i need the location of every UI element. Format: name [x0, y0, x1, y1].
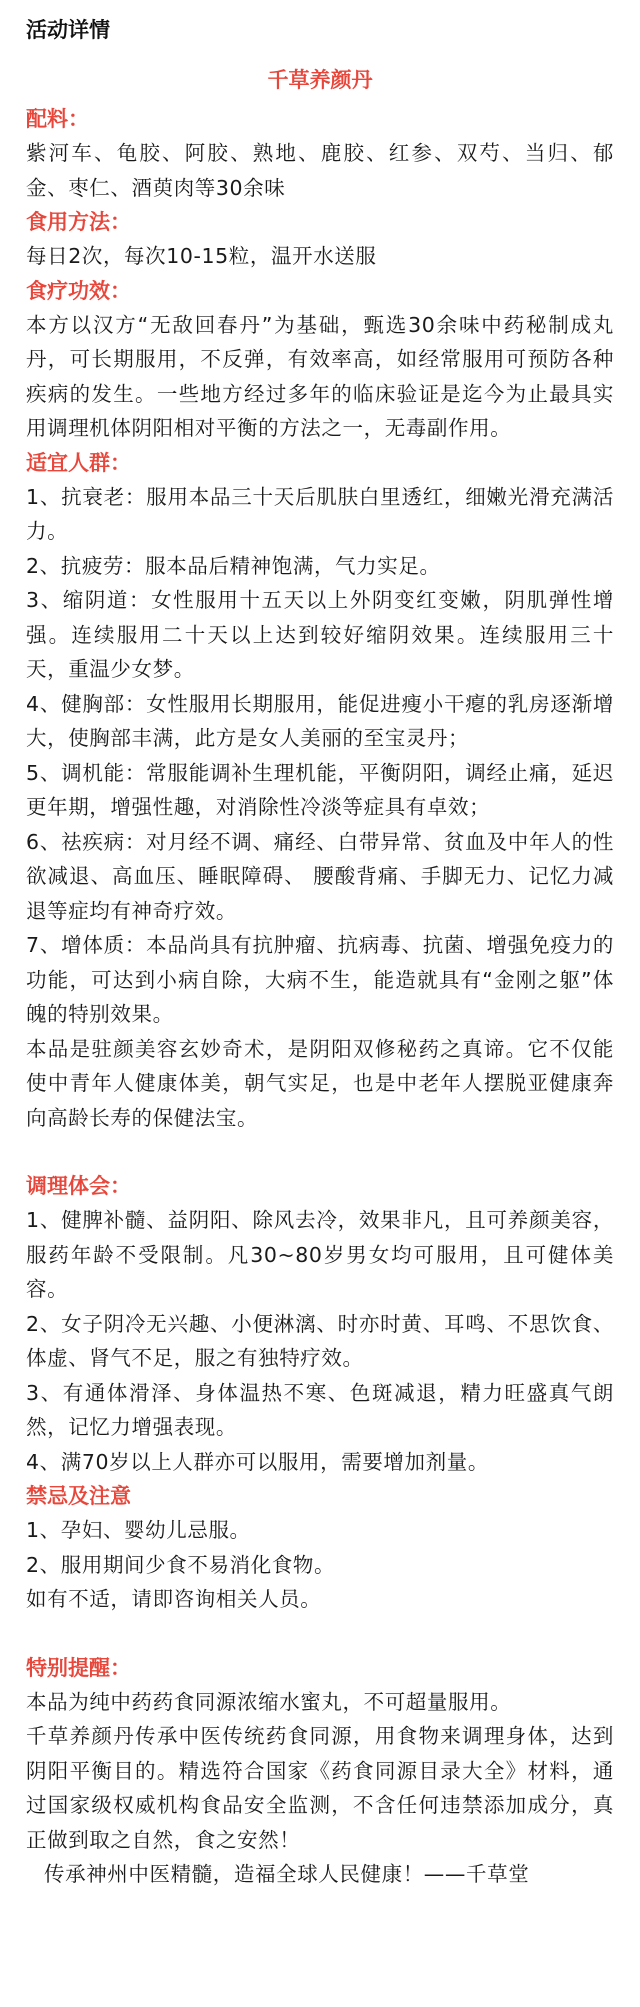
audience-item-4: 4、健胸部：女性服用长期服用，能促进瘦小干瘪的乳房逐渐增大，使胸部丰满，此方是女人美丽的至宝灵丹； [26, 691, 614, 750]
ingredients-text: 紫河车、龟胶、阿胶、熟地、鹿胶、红参、双芍、当归、郁金、枣仁、酒萸肉等30余味 [26, 141, 614, 200]
closing-slogan: 传承神州中医精髓，造福全球人民健康！——千草堂 [44, 1862, 530, 1886]
caution-item-1: 1、孕妇、婴幼儿忌服。 [26, 1518, 251, 1542]
effects-heading: 食疗功效： [26, 278, 131, 303]
section-spacer [26, 1135, 614, 1169]
audience-item-anti-fatigue: 2、抗疲劳：服本品后精神饱满，气力实足。 [26, 553, 441, 578]
reminder-heading: 特别提醒： [26, 1655, 131, 1680]
usage-text: 每日2次，每次10-15粒，温开水送服 [26, 244, 377, 268]
audience-item-6: 6、祛疾病：对月经不调、痛经、白带异常、贫血及中年人的性欲减退、高血压、睡眠障碍、 腰酸背痛、手脚无力、记忆力减退等症均有神奇疗效。 [26, 829, 614, 923]
product-title: 千草养颜丹 [267, 68, 373, 92]
reminder-item-1: 本品为纯中药药食同源浓缩水蜜丸，不可超量服用。 [26, 1689, 512, 1714]
audience-heading: 适宜人群： [26, 450, 131, 475]
section-spacer [26, 1617, 614, 1651]
caution-item-2: 2、服用期间少食不易消化食物。 [26, 1552, 336, 1577]
audience-item-anti-aging: 1、抗衰老：服用本品三十天后肌肤白里透红，细嫩光滑充满活力。 [26, 484, 614, 543]
page-title: 活动详情 [26, 18, 110, 42]
effects-text: 本方以汉方“无敌回春丹”为基础，甄选30余味中药秘制成丸丹，可长期服用，不反弹，有效率高，如经常服用可预防各种疾病的发生。一些地方经过多年的临床验证是迄今为止最具实用调理机体阴阳相对平衡的方法之一，无毒副作用。 [26, 312, 614, 440]
reminder-item-2: 千草养颜丹传承中医传统药食同源，用食物来调理身体，达到阴阳平衡目的。精选符合国家《药食同源目录大全》材料，通过国家级权威机构食品安全监测，不含任何违禁添加成分，真正做到取之自然，食之安然！ [26, 1724, 614, 1852]
audience-item-5: 5、调机能：常服能调补生理机能，平衡阴阳，调经止痛，延迟更年期，增强性趣，对消除性冷淡等症具有卓效； [26, 760, 614, 819]
experience-item-1: 1、健脾补髓、益阴阳、除风去冷，效果非凡，且可养颜美容，服药年龄不受限制。凡30~80岁男女均可服用，且可健体美容。 [26, 1208, 614, 1301]
ingredients-heading: 配料： [26, 107, 89, 131]
caution-item-3: 如有不适，请即咨询相关人员。 [26, 1587, 322, 1611]
cautions-heading: 禁忌及注意 [26, 1484, 131, 1508]
audience-item-3: 3、缩阴道：女性服用十五天以上外阴变红变嫩，阴肌弹性增强。连续服用二十天以上达到较好缩阴效果。连续服用三十天，重温少女梦。 [26, 588, 614, 681]
experience-item-3: 3、有通体滑泽、身体温热不寒、色斑减退，精力旺盛真气朗然，记忆力增强表现。 [26, 1380, 614, 1439]
experience-item-2: 2、女子阴冷无兴趣、小便淋漓、时亦时黄、耳鸣、不思饮食、体虚、肾气不足，服之有独特疗效。 [26, 1311, 614, 1370]
audience-item-7: 7、增体质：本品尚具有抗肿瘤、抗病毒、抗菌、增强免疫力的功能，可达到小病自除，大病不生，能造就具有“金刚之躯”体魄的特别效果。 [26, 933, 614, 1026]
experience-item-4: 4、满70岁以上人群亦可以服用，需要增加剂量。 [26, 1449, 489, 1474]
usage-heading: 食用方法： [26, 210, 131, 234]
audience-summary: 本品是驻颜美容玄妙奇术，是阴阳双修秘药之真谛。它不仅能使中青年人健康体美，朝气实足，也是中老年人摆脱亚健康奔向高龄长寿的保健法宝。 [26, 1036, 614, 1130]
experience-heading: 调理体会： [26, 1174, 131, 1198]
